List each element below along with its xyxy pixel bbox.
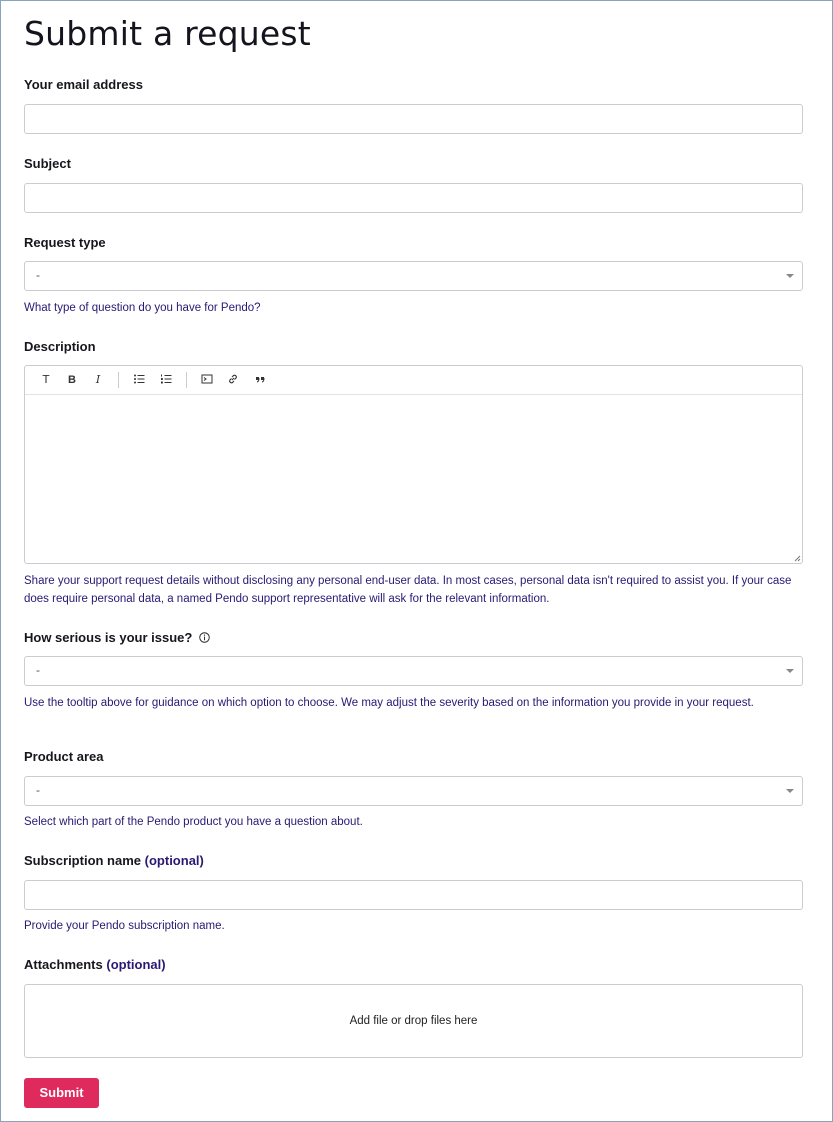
severity-select[interactable] bbox=[24, 656, 803, 686]
quote-icon[interactable] bbox=[253, 373, 267, 387]
text-style-icon[interactable]: T bbox=[42, 373, 50, 386]
description-label: Description bbox=[24, 339, 96, 354]
page-title: Submit a request bbox=[24, 14, 311, 53]
subscription-hint: Provide your Pendo subscription name. bbox=[24, 920, 225, 932]
numbered-list-icon[interactable] bbox=[159, 373, 173, 387]
optional-tag: (optional) bbox=[106, 957, 166, 972]
chevron-down-icon bbox=[786, 789, 794, 793]
subscription-field[interactable] bbox=[24, 880, 803, 910]
product-area-value: - bbox=[36, 783, 40, 797]
info-icon[interactable] bbox=[199, 632, 210, 643]
submit-button[interactable]: Submit bbox=[24, 1078, 99, 1108]
chevron-down-icon bbox=[786, 669, 794, 673]
link-icon[interactable] bbox=[226, 373, 240, 387]
email-label: Your email address bbox=[24, 77, 143, 92]
request-type-select[interactable] bbox=[24, 261, 803, 291]
product-area-hint: Select which part of the Pendo product you have a question about. bbox=[24, 816, 363, 828]
attachments-label bbox=[24, 957, 166, 972]
italic-icon[interactable]: I bbox=[95, 373, 101, 386]
severity-label bbox=[24, 630, 210, 645]
editor-toolbar bbox=[25, 366, 802, 395]
subject-field[interactable] bbox=[24, 183, 803, 213]
subscription-label-text: Subscription name bbox=[24, 853, 142, 868]
product-area-label: Product area bbox=[24, 749, 104, 764]
optional-tag: (optional) bbox=[144, 853, 204, 868]
severity-hint: Use the tooltip above for guidance on which option to choose. We may adjust the severity based on the information you provide in your request. bbox=[24, 697, 754, 709]
attachments-dropzone[interactable] bbox=[24, 984, 803, 1058]
severity-label-text: How serious is your issue? bbox=[24, 630, 193, 645]
toolbar-divider bbox=[186, 372, 187, 388]
email-field[interactable] bbox=[24, 104, 803, 134]
subscription-label bbox=[24, 853, 204, 868]
subject-label: Subject bbox=[24, 156, 71, 171]
code-icon[interactable] bbox=[200, 373, 214, 387]
request-type-hint: What type of question do you have for Pendo? bbox=[24, 302, 261, 314]
dropzone-text[interactable]: Add file or drop files here bbox=[349, 1015, 478, 1027]
severity-value: - bbox=[36, 663, 40, 677]
request-type-value: - bbox=[36, 268, 40, 282]
bold-icon[interactable]: B bbox=[68, 374, 76, 386]
description-editor[interactable] bbox=[24, 365, 803, 564]
description-hint: Share your support request details without disclosing any personal end-user data. In most cases, personal data isn't required to assist you. If your case does require personal data, a named Pendo support representative will ask for the relevant information. bbox=[24, 575, 792, 605]
bullet-list-icon[interactable] bbox=[132, 373, 146, 387]
product-area-select[interactable] bbox=[24, 776, 803, 806]
resize-handle-icon[interactable] bbox=[793, 554, 801, 562]
attachments-label-text: Attachments bbox=[24, 957, 103, 972]
chevron-down-icon bbox=[786, 274, 794, 278]
request-type-label: Request type bbox=[24, 235, 106, 250]
toolbar-divider bbox=[118, 372, 119, 388]
